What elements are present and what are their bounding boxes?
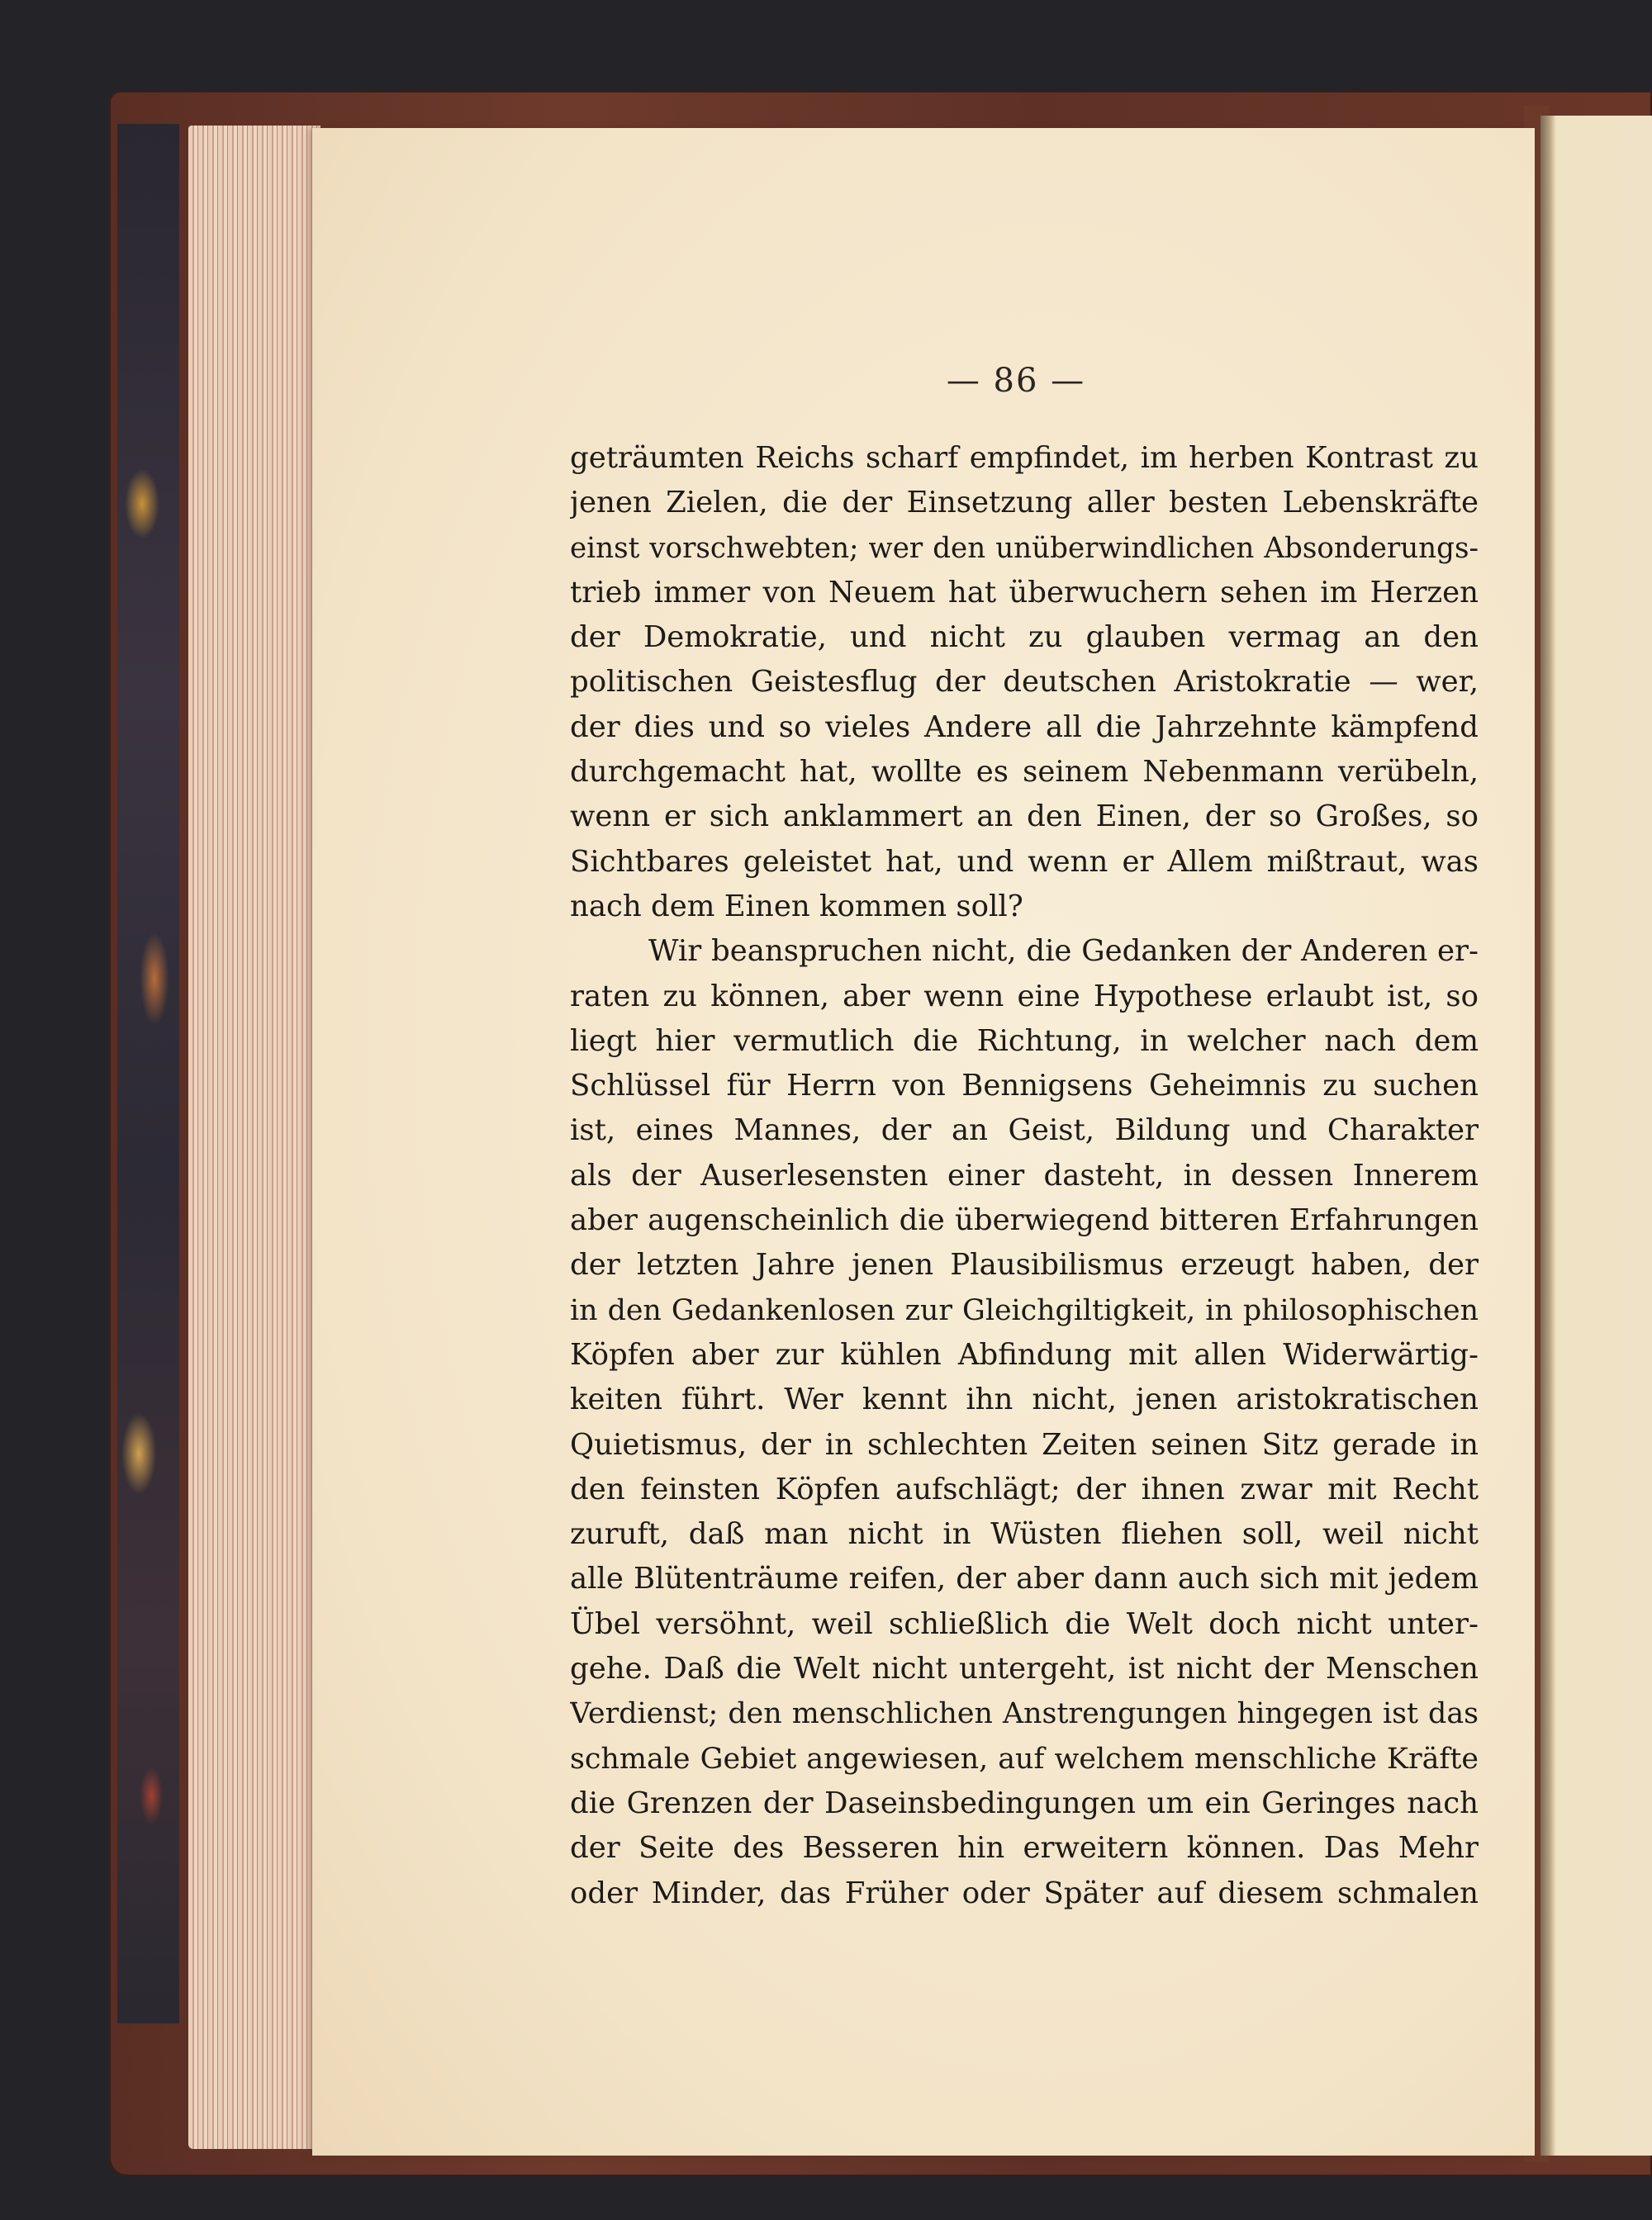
text-line: politischen Geistesflug der deutschen Aristokratie — wer, xyxy=(570,665,1479,700)
text-line: schmale Gebiet angewiesen, auf welchem menschliche Kräfte xyxy=(570,1742,1479,1776)
text-line: gehe. Daß die Welt nicht untergeht, ist nicht der Menschen xyxy=(570,1652,1479,1686)
text-line: Wir beanspruchen nicht, die Gedanken der Anderen er- xyxy=(648,934,1479,969)
text-line: der Seite des Besseren hin erweitern können. Das Mehr xyxy=(570,1831,1479,1866)
body-text xyxy=(570,436,1479,1916)
text-line: ist, eines Mannes, der an Geist, Bildung und Charakter xyxy=(570,1113,1479,1148)
text-line: nach dem Einen kommen soll? xyxy=(570,889,1023,923)
text-line: Verdienst; den menschlichen Anstrengungen hingegen ist das xyxy=(570,1697,1479,1731)
text-line: in den Gedankenlosen zur Gleichgiltigkeit, in philosophischen xyxy=(570,1293,1479,1327)
text-line: Quietismus, der in schlechten Zeiten seinen Sitz gerade in xyxy=(570,1427,1479,1462)
text-line: jenen Zielen, die der Einsetzung aller besten Lebenskräfte xyxy=(570,486,1479,520)
page-number: — 86 — xyxy=(946,362,1086,400)
text-line: aber augenscheinlich die überwiegend bitteren Erfahrungen xyxy=(570,1203,1479,1238)
text-line: den feinsten Köpfen aufschlägt; der ihnen zwar mit Recht xyxy=(570,1472,1479,1506)
text-line: trieb immer von Neuem hat überwuchern sehen im Herzen xyxy=(570,575,1479,610)
text-line: als der Auserlesensten einer dasteht, in dessen Innerem xyxy=(570,1158,1479,1193)
text-line: keiten führt. Wer kennt ihn nicht, jenen aristokratischen xyxy=(570,1383,1479,1417)
text-line: einst vorschwebten; wer den unüberwindlichen Absonderungs- xyxy=(570,531,1479,565)
page-block-edges xyxy=(188,126,320,2149)
text-line: wenn er sich anklammert an den Einen, der so Großes, so xyxy=(570,799,1479,834)
text-line: der Demokratie, und nicht zu glauben vermag an den xyxy=(570,620,1479,655)
text-line: Schlüssel für Herrn von Bennigsens Geheimnis zu suchen xyxy=(570,1069,1479,1103)
text-line: alle Blütenträume reifen, der aber dann auch sich mit jedem xyxy=(570,1562,1479,1596)
text-line: Übel versöhnt, weil schließlich die Welt doch nicht unter- xyxy=(570,1606,1479,1641)
text-line: die Grenzen der Daseinsbedingungen um ein Geringes nach xyxy=(570,1786,1479,1820)
text-line: Sichtbares geleistet hat, und wenn er Allem mißtraut, was xyxy=(570,844,1479,879)
text-line: liegt hier vermutlich die Richtung, in welcher nach dem xyxy=(570,1023,1479,1058)
text-line: Köpfen aber zur kühlen Abfindung mit allen Widerwärtig- xyxy=(570,1337,1479,1372)
text-line: raten zu können, aber wenn eine Hypothese erlaubt ist, so xyxy=(570,979,1479,1013)
marbled-endpaper xyxy=(117,124,179,2023)
text-line: der dies und so vieles Andere all die Jahrzehnte kämpfend xyxy=(570,709,1479,744)
text-line: oder Minder, das Früher oder Später auf diesem schmalen xyxy=(570,1876,1479,1910)
next-page-edge xyxy=(1540,116,1652,2156)
text-line: zuruft, daß man nicht in Wüsten fliehen soll, weil nicht xyxy=(570,1517,1479,1552)
text-line: durchgemacht hat, wollte es seinem Nebenmann verübeln, xyxy=(570,755,1479,790)
text-line: geträumten Reichs scharf empfindet, im herben Kontrast zu xyxy=(570,441,1479,475)
text-line: der letzten Jahre jenen Plausibilismus erzeugt haben, der xyxy=(570,1248,1479,1283)
